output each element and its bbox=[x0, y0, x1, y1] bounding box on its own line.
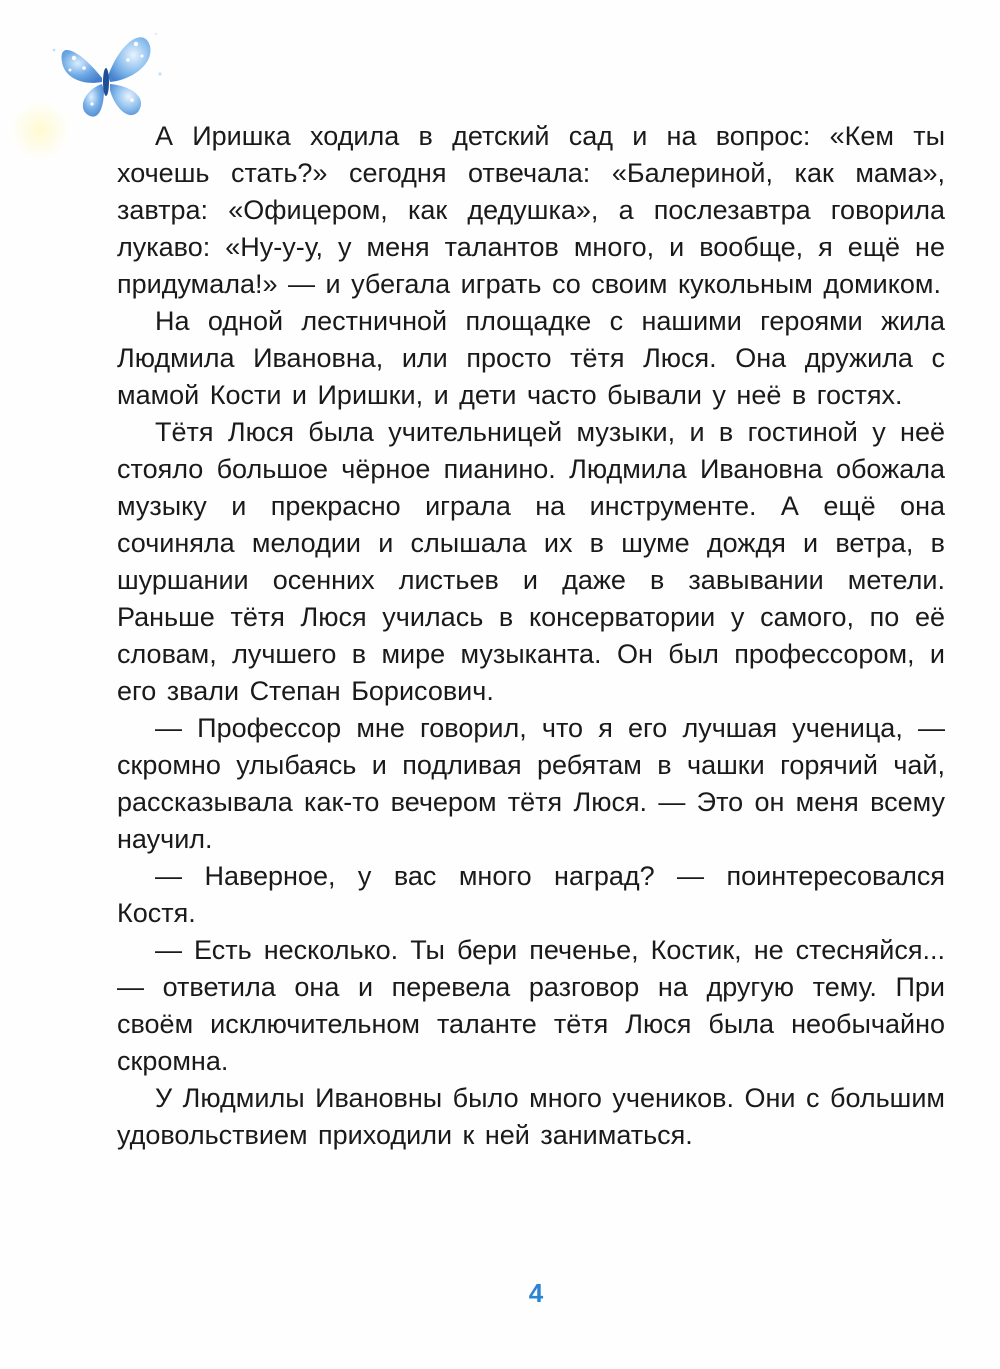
paragraph-1: А Иришка ходила в детский сад и на вопрос: «Кем ты хочешь стать?» сегодня отвечала: «Балериной, как мама», завтра: «Офицером, как дедушка», а послезавтра говорила лукаво: «Ну-у-у, у меня талантов много, и вообще, я ещё не придумала!» — и убегала играть со своим кукольным домиком. bbox=[117, 121, 945, 299]
page-number: 4 bbox=[528, 1278, 544, 1308]
story-text bbox=[117, 118, 945, 1154]
paragraph-3: Тётя Люся была учительницей музыки, и в гостиной у неё стояло большое чёрное пианино. Людмила Ивановна обожала музыку и прекрасно играла на инструменте. А ещё она сочиняла мелодии и слышала их в шуме дождя и ветра, в шуршании осенних листьев и даже в завывании метели. Раньше тётя Люся училась в консерватории у самого, по её словам, лучшего в мире музыканта. Он был профессором, и его звали Степан Борисович. bbox=[117, 417, 945, 706]
paragraph-4: — Профессор мне говорил, что я его лучшая ученица, — скромно улыбаясь и подливая ребятам в чашки горячий чай, рассказывала как-то вечером тётя Люся. — Это он меня всему научил. bbox=[117, 713, 945, 854]
paragraph-6: — Есть несколько. Ты бери печенье, Костик, не стесняйся... — ответила она и перевела разговор на другую тему. При своём исключительном таланте тётя Люся была необычайно скромна. bbox=[117, 935, 945, 1076]
paragraph-7: У Людмилы Ивановны было много учеников. Они с большим удовольствием приходили к ней заниматься. bbox=[117, 1083, 945, 1150]
paragraph-2: На одной лестничной площадке с нашими героями жила Людмила Ивановна, или просто тётя Люся. Она дружила с мамой Кости и Иришки, и дети часто бывали у неё в гостях. bbox=[117, 306, 945, 410]
paragraph-5: — Наверное, у вас много наград? — поинтересовался Костя. bbox=[117, 861, 945, 928]
